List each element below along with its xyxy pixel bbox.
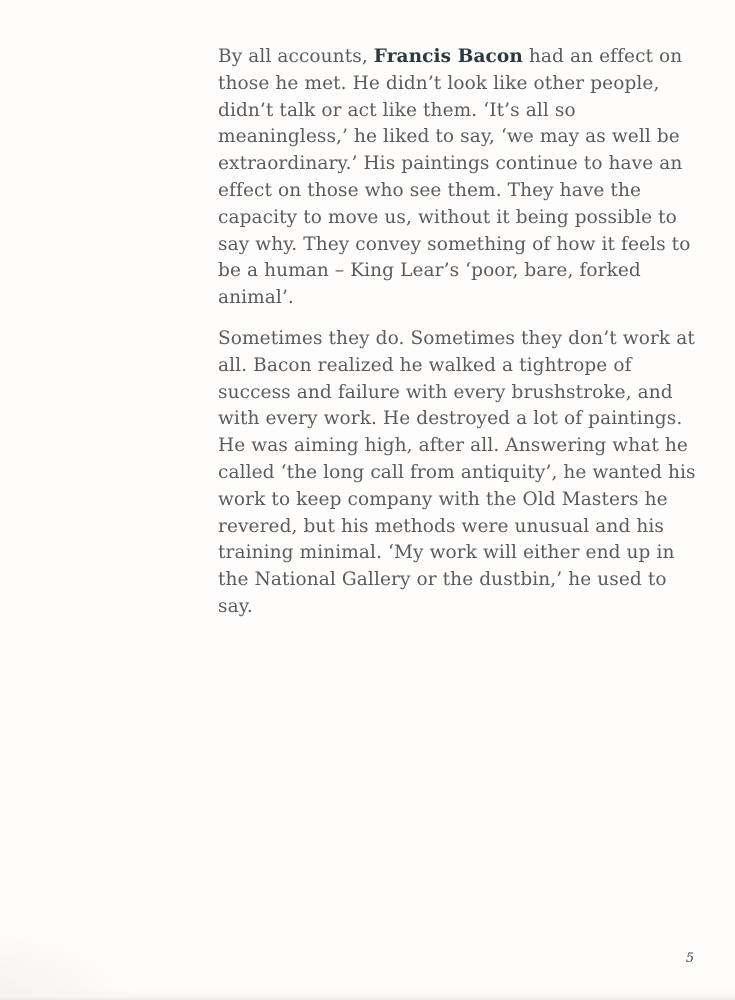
paragraph-1-lead: By all accounts, — [218, 46, 374, 67]
page-corner-shade — [0, 924, 140, 994]
paragraph-1-body: had an effect on those he met. He didn’t look like other people, didn’t talk or act like them. ‘It’s all so meaningless,’ he liked to say, ‘we may as well be extraordinary.’ His paintings continue to have an effect on those who see them. They have the capacity to move us, without it being possible to say why. They convey something of how it feels to be a human – King Lear’s ‘poor, bare, forked animal’. — [218, 46, 691, 309]
paragraph-1 — [218, 44, 702, 312]
bold-name-francis-bacon: Francis Bacon — [373, 46, 523, 67]
paragraph-2-body: Sometimes they do. Sometimes they don’t work at all. Bacon realized he walked a tightrope of success and failure with every brushstroke, and with every work. He destroyed a lot of paintings. He was aiming high, after all. Answering what he called ‘the long call from antiquity’, he wanted his work to keep company with the Old Masters he revered, but his methods were unusual and his training minimal. ‘My work will either end up in the National Gallery or the dustbin,’ he used to say. — [218, 327, 696, 617]
page-number: 5 — [685, 951, 695, 966]
text-block — [218, 44, 702, 635]
page-bottom-edge — [0, 990, 735, 1000]
paragraph-2 — [218, 326, 702, 621]
